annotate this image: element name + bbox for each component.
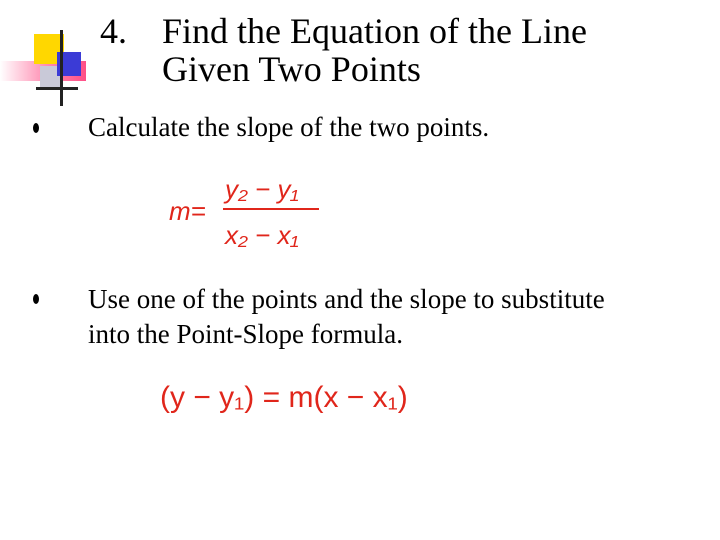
fraction-bar [223,208,319,210]
bullet-text-2: Use one of the points and the slope to substitute into the Point-Slope formula. [88,284,605,349]
title-line-2: Given Two Points [162,49,421,89]
title-line-1: Find the Equation of the Line [162,11,587,51]
bullet-text-1: Calculate the slope of the two points. [88,112,490,142]
point-slope-formula: (y − y₁) = m(x − x₁) [160,381,408,414]
bullet-icon [33,123,39,133]
slope-formula [165,170,325,260]
slope-formula-lhs: m= [169,196,206,226]
decorative-vertical-line [60,30,63,106]
title-number: 4. [100,11,127,51]
bullet-icon [33,294,39,304]
slope-formula-numerator: y₂ − y₁ [225,174,299,204]
decorative-horizontal-line [36,87,78,90]
slope-formula-denominator: x₂ − x₁ [225,220,299,250]
